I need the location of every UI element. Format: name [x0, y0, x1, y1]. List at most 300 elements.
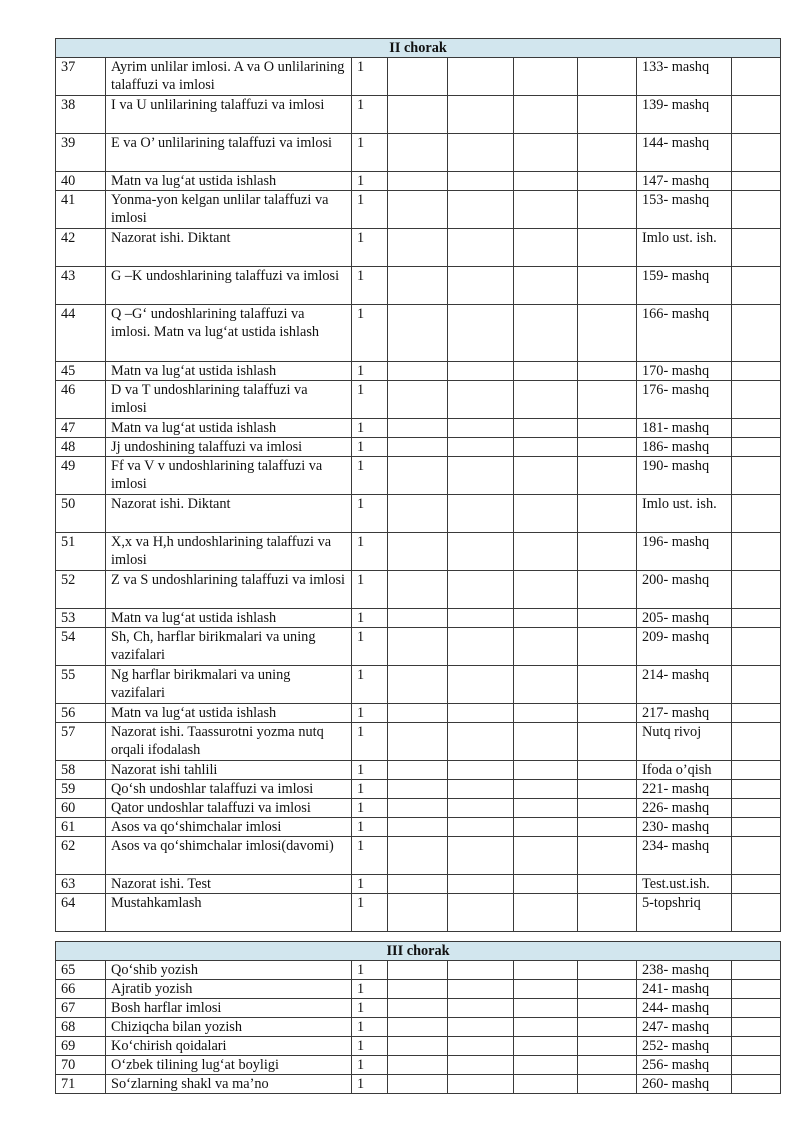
- empty-cell: [578, 723, 637, 761]
- hours-cell: 1: [352, 666, 388, 704]
- empty-cell: [578, 999, 637, 1018]
- empty-cell: [578, 305, 637, 362]
- homework-cell: Ifoda o’qish: [637, 761, 732, 780]
- table-row: [56, 457, 781, 495]
- table-row: [56, 723, 781, 761]
- homework-cell: 241- mashq: [637, 980, 732, 999]
- lesson-number-cell: 50: [56, 495, 106, 533]
- homework-cell: Imlo ust. ish.: [637, 229, 732, 267]
- empty-cell: [514, 1018, 578, 1037]
- empty-cell: [578, 628, 637, 666]
- hours-cell: 1: [352, 305, 388, 362]
- lesson-number-cell: 59: [56, 780, 106, 799]
- date-cell: [388, 980, 448, 999]
- section-gap-cell: [56, 932, 781, 942]
- empty-cell: [732, 134, 781, 172]
- lesson-number-cell: 37: [56, 58, 106, 96]
- date-cell: [388, 571, 448, 609]
- hours-cell: 1: [352, 894, 388, 932]
- empty-cell: [732, 761, 781, 780]
- lesson-number-cell: 38: [56, 96, 106, 134]
- empty-cell: [732, 780, 781, 799]
- empty-cell: [514, 980, 578, 999]
- lesson-number-cell: 67: [56, 999, 106, 1018]
- lesson-number-cell: 51: [56, 533, 106, 571]
- homework-cell: 159- mashq: [637, 267, 732, 305]
- empty-cell: [732, 229, 781, 267]
- date-cell: [388, 875, 448, 894]
- hours-cell: 1: [352, 780, 388, 799]
- topic-cell: Z va S undoshlarining talaffuzi va imlosi: [106, 571, 352, 609]
- homework-cell: 234- mashq: [637, 837, 732, 875]
- empty-cell: [732, 837, 781, 875]
- empty-cell: [514, 267, 578, 305]
- date-cell: [448, 134, 514, 172]
- empty-cell: [578, 799, 637, 818]
- empty-cell: [514, 58, 578, 96]
- empty-cell: [732, 58, 781, 96]
- homework-cell: 260- mashq: [637, 1075, 732, 1094]
- table-row: [56, 267, 781, 305]
- date-cell: [388, 894, 448, 932]
- date-cell: [388, 134, 448, 172]
- empty-cell: [732, 704, 781, 723]
- empty-cell: [578, 980, 637, 999]
- date-cell: [448, 58, 514, 96]
- date-cell: [388, 58, 448, 96]
- empty-cell: [514, 381, 578, 419]
- empty-cell: [514, 1056, 578, 1075]
- lesson-number-cell: 62: [56, 837, 106, 875]
- lesson-number-cell: 49: [56, 457, 106, 495]
- empty-cell: [732, 723, 781, 761]
- date-cell: [388, 229, 448, 267]
- hours-cell: 1: [352, 799, 388, 818]
- section-header-row: [56, 39, 781, 58]
- topic-cell: Qo‘sh undoshlar talaffuzi va imlosi: [106, 780, 352, 799]
- empty-cell: [514, 457, 578, 495]
- topic-cell: X,x va H,h undoshlarining talaffuzi va imlosi: [106, 533, 352, 571]
- empty-cell: [732, 875, 781, 894]
- empty-cell: [732, 96, 781, 134]
- empty-cell: [732, 1018, 781, 1037]
- date-cell: [388, 172, 448, 191]
- table-row: [56, 381, 781, 419]
- table-body: [56, 39, 781, 1094]
- lesson-number-cell: 40: [56, 172, 106, 191]
- hours-cell: 1: [352, 134, 388, 172]
- empty-cell: [514, 999, 578, 1018]
- date-cell: [448, 533, 514, 571]
- hours-cell: 1: [352, 229, 388, 267]
- empty-cell: [732, 609, 781, 628]
- date-cell: [448, 438, 514, 457]
- homework-cell: 214- mashq: [637, 666, 732, 704]
- hours-cell: 1: [352, 1075, 388, 1094]
- empty-cell: [514, 96, 578, 134]
- table-row: [56, 999, 781, 1018]
- date-cell: [448, 1037, 514, 1056]
- empty-cell: [732, 666, 781, 704]
- empty-cell: [514, 628, 578, 666]
- empty-cell: [578, 1056, 637, 1075]
- empty-cell: [732, 818, 781, 837]
- empty-cell: [514, 837, 578, 875]
- empty-cell: [732, 495, 781, 533]
- empty-cell: [732, 571, 781, 609]
- date-cell: [388, 666, 448, 704]
- empty-cell: [514, 191, 578, 229]
- topic-cell: Ng harflar birikmalari va uning vazifalari: [106, 666, 352, 704]
- date-cell: [388, 438, 448, 457]
- date-cell: [388, 495, 448, 533]
- empty-cell: [514, 704, 578, 723]
- empty-cell: [578, 1075, 637, 1094]
- empty-cell: [578, 961, 637, 980]
- topic-cell: G –K undoshlarining talaffuzi va imlosi: [106, 267, 352, 305]
- homework-cell: 217- mashq: [637, 704, 732, 723]
- empty-cell: [514, 818, 578, 837]
- topic-cell: Yonma-yon kelgan unlilar talaffuzi va imlosi: [106, 191, 352, 229]
- hours-cell: 1: [352, 419, 388, 438]
- empty-cell: [514, 533, 578, 571]
- date-cell: [388, 818, 448, 837]
- homework-cell: 147- mashq: [637, 172, 732, 191]
- empty-cell: [514, 761, 578, 780]
- date-cell: [388, 704, 448, 723]
- homework-cell: 252- mashq: [637, 1037, 732, 1056]
- table-row: [56, 305, 781, 362]
- date-cell: [448, 381, 514, 419]
- empty-cell: [732, 419, 781, 438]
- date-cell: [448, 1075, 514, 1094]
- empty-cell: [732, 381, 781, 419]
- empty-cell: [578, 1037, 637, 1056]
- table-row: [56, 980, 781, 999]
- empty-cell: [732, 980, 781, 999]
- date-cell: [388, 799, 448, 818]
- topic-cell: Q –G‘ undoshlarining talaffuzi va imlosi. Matn va lug‘at ustida ishlash: [106, 305, 352, 362]
- date-cell: [448, 1056, 514, 1075]
- topic-cell: Nazorat ishi. Diktant: [106, 495, 352, 533]
- empty-cell: [514, 780, 578, 799]
- topic-cell: Nazorat ishi. Diktant: [106, 229, 352, 267]
- hours-cell: 1: [352, 1056, 388, 1075]
- table-row: [56, 875, 781, 894]
- table-row: [56, 961, 781, 980]
- lesson-number-cell: 47: [56, 419, 106, 438]
- homework-cell: 190- mashq: [637, 457, 732, 495]
- empty-cell: [578, 438, 637, 457]
- empty-cell: [578, 172, 637, 191]
- date-cell: [388, 1056, 448, 1075]
- date-cell: [388, 457, 448, 495]
- homework-cell: 186- mashq: [637, 438, 732, 457]
- date-cell: [388, 1037, 448, 1056]
- hours-cell: 1: [352, 961, 388, 980]
- empty-cell: [578, 58, 637, 96]
- section-header-row: [56, 942, 781, 961]
- hours-cell: 1: [352, 837, 388, 875]
- hours-cell: 1: [352, 533, 388, 571]
- hours-cell: 1: [352, 172, 388, 191]
- date-cell: [448, 305, 514, 362]
- date-cell: [448, 761, 514, 780]
- empty-cell: [578, 704, 637, 723]
- date-cell: [388, 1075, 448, 1094]
- empty-cell: [732, 305, 781, 362]
- empty-cell: [732, 799, 781, 818]
- hours-cell: 1: [352, 1018, 388, 1037]
- topic-cell: Jj undoshining talaffuzi va imlosi: [106, 438, 352, 457]
- table-row: [56, 419, 781, 438]
- empty-cell: [578, 267, 637, 305]
- table-row: [56, 837, 781, 875]
- homework-cell: 256- mashq: [637, 1056, 732, 1075]
- empty-cell: [732, 362, 781, 381]
- section-title: III chorak: [56, 942, 781, 961]
- table-row: [56, 1018, 781, 1037]
- lesson-number-cell: 44: [56, 305, 106, 362]
- topic-cell: Asos va qo‘shimchalar imlosi(davomi): [106, 837, 352, 875]
- lesson-number-cell: 54: [56, 628, 106, 666]
- date-cell: [448, 191, 514, 229]
- date-cell: [448, 571, 514, 609]
- empty-cell: [578, 419, 637, 438]
- empty-cell: [514, 894, 578, 932]
- empty-cell: [578, 818, 637, 837]
- homework-cell: Test.ust.ish.: [637, 875, 732, 894]
- date-cell: [388, 96, 448, 134]
- topic-cell: Nazorat ishi. Taassurotni yozma nutq orqali ifodalash: [106, 723, 352, 761]
- table-row: [56, 362, 781, 381]
- date-cell: [388, 362, 448, 381]
- table-row: [56, 191, 781, 229]
- table-row: [56, 96, 781, 134]
- homework-cell: 170- mashq: [637, 362, 732, 381]
- topic-cell: Qo‘shib yozish: [106, 961, 352, 980]
- topic-cell: Nazorat ishi tahlili: [106, 761, 352, 780]
- date-cell: [388, 419, 448, 438]
- empty-cell: [578, 381, 637, 419]
- lesson-number-cell: 68: [56, 1018, 106, 1037]
- lesson-plan-table: [55, 38, 781, 1094]
- empty-cell: [732, 961, 781, 980]
- date-cell: [448, 837, 514, 875]
- table-row: [56, 571, 781, 609]
- date-cell: [448, 799, 514, 818]
- date-cell: [448, 495, 514, 533]
- empty-cell: [514, 799, 578, 818]
- empty-cell: [732, 172, 781, 191]
- date-cell: [388, 533, 448, 571]
- empty-cell: [514, 438, 578, 457]
- lesson-number-cell: 66: [56, 980, 106, 999]
- date-cell: [388, 837, 448, 875]
- lesson-number-cell: 65: [56, 961, 106, 980]
- empty-cell: [514, 134, 578, 172]
- date-cell: [448, 980, 514, 999]
- empty-cell: [578, 457, 637, 495]
- homework-cell: 139- mashq: [637, 96, 732, 134]
- lesson-number-cell: 46: [56, 381, 106, 419]
- empty-cell: [514, 305, 578, 362]
- empty-cell: [514, 172, 578, 191]
- table-row: [56, 1075, 781, 1094]
- empty-cell: [578, 533, 637, 571]
- homework-cell: 153- mashq: [637, 191, 732, 229]
- date-cell: [448, 780, 514, 799]
- table-row: [56, 533, 781, 571]
- topic-cell: Chiziqcha bilan yozish: [106, 1018, 352, 1037]
- homework-cell: 209- mashq: [637, 628, 732, 666]
- table-row: [56, 495, 781, 533]
- topic-cell: Matn va lug‘at ustida ishlash: [106, 419, 352, 438]
- empty-cell: [732, 267, 781, 305]
- hours-cell: 1: [352, 438, 388, 457]
- hours-cell: 1: [352, 96, 388, 134]
- topic-cell: Nazorat ishi. Test: [106, 875, 352, 894]
- lesson-number-cell: 69: [56, 1037, 106, 1056]
- lesson-number-cell: 55: [56, 666, 106, 704]
- empty-cell: [514, 961, 578, 980]
- table-row: [56, 229, 781, 267]
- topic-cell: Sh, Ch, harflar birikmalari va uning vazifalari: [106, 628, 352, 666]
- date-cell: [448, 628, 514, 666]
- empty-cell: [578, 495, 637, 533]
- date-cell: [448, 419, 514, 438]
- date-cell: [448, 666, 514, 704]
- topic-cell: I va U unlilarining talaffuzi va imlosi: [106, 96, 352, 134]
- homework-cell: 133- mashq: [637, 58, 732, 96]
- topic-cell: Qator undoshlar talaffuzi va imlosi: [106, 799, 352, 818]
- hours-cell: 1: [352, 609, 388, 628]
- table-row: [56, 1037, 781, 1056]
- hours-cell: 1: [352, 999, 388, 1018]
- date-cell: [448, 96, 514, 134]
- topic-cell: O‘zbek tilining lug‘at boyligi: [106, 1056, 352, 1075]
- homework-cell: 226- mashq: [637, 799, 732, 818]
- hours-cell: 1: [352, 267, 388, 305]
- empty-cell: [732, 1056, 781, 1075]
- empty-cell: [578, 191, 637, 229]
- empty-cell: [732, 438, 781, 457]
- topic-cell: Ko‘chirish qoidalari: [106, 1037, 352, 1056]
- table-row: [56, 780, 781, 799]
- homework-cell: Nutq rivoj: [637, 723, 732, 761]
- date-cell: [448, 362, 514, 381]
- table-row: [56, 1056, 781, 1075]
- empty-cell: [578, 571, 637, 609]
- lesson-number-cell: 71: [56, 1075, 106, 1094]
- empty-cell: [732, 191, 781, 229]
- date-cell: [448, 1018, 514, 1037]
- date-cell: [388, 305, 448, 362]
- empty-cell: [514, 1075, 578, 1094]
- homework-cell: 238- mashq: [637, 961, 732, 980]
- lesson-number-cell: 63: [56, 875, 106, 894]
- lesson-number-cell: 56: [56, 704, 106, 723]
- homework-cell: 176- mashq: [637, 381, 732, 419]
- homework-cell: 181- mashq: [637, 419, 732, 438]
- date-cell: [448, 999, 514, 1018]
- lesson-number-cell: 39: [56, 134, 106, 172]
- empty-cell: [578, 362, 637, 381]
- lesson-number-cell: 43: [56, 267, 106, 305]
- lesson-number-cell: 52: [56, 571, 106, 609]
- date-cell: [448, 229, 514, 267]
- empty-cell: [578, 780, 637, 799]
- topic-cell: Mustahkamlash: [106, 894, 352, 932]
- empty-cell: [578, 229, 637, 267]
- lesson-number-cell: 57: [56, 723, 106, 761]
- date-cell: [448, 267, 514, 305]
- date-cell: [448, 875, 514, 894]
- date-cell: [448, 723, 514, 761]
- empty-cell: [514, 875, 578, 894]
- date-cell: [388, 961, 448, 980]
- lesson-number-cell: 42: [56, 229, 106, 267]
- empty-cell: [578, 609, 637, 628]
- hours-cell: 1: [352, 704, 388, 723]
- hours-cell: 1: [352, 457, 388, 495]
- topic-cell: Matn va lug‘at ustida ishlash: [106, 362, 352, 381]
- table-row: [56, 172, 781, 191]
- date-cell: [388, 761, 448, 780]
- lesson-number-cell: 60: [56, 799, 106, 818]
- empty-cell: [732, 628, 781, 666]
- section-gap: [56, 932, 781, 942]
- date-cell: [448, 818, 514, 837]
- lesson-number-cell: 61: [56, 818, 106, 837]
- date-cell: [448, 894, 514, 932]
- homework-cell: 200- mashq: [637, 571, 732, 609]
- date-cell: [448, 172, 514, 191]
- empty-cell: [514, 362, 578, 381]
- table-row: [56, 761, 781, 780]
- homework-cell: 196- mashq: [637, 533, 732, 571]
- homework-cell: Imlo ust. ish.: [637, 495, 732, 533]
- section-title: II chorak: [56, 39, 781, 58]
- homework-cell: 230- mashq: [637, 818, 732, 837]
- date-cell: [448, 609, 514, 628]
- empty-cell: [514, 229, 578, 267]
- lesson-number-cell: 58: [56, 761, 106, 780]
- homework-cell: 244- mashq: [637, 999, 732, 1018]
- lesson-number-cell: 64: [56, 894, 106, 932]
- date-cell: [388, 609, 448, 628]
- empty-cell: [514, 723, 578, 761]
- date-cell: [388, 381, 448, 419]
- date-cell: [388, 191, 448, 229]
- empty-cell: [578, 837, 637, 875]
- empty-cell: [732, 457, 781, 495]
- topic-cell: D va T undoshlarining talaffuzi va imlosi: [106, 381, 352, 419]
- empty-cell: [578, 666, 637, 704]
- hours-cell: 1: [352, 628, 388, 666]
- homework-cell: 166- mashq: [637, 305, 732, 362]
- hours-cell: 1: [352, 495, 388, 533]
- empty-cell: [578, 96, 637, 134]
- empty-cell: [578, 1018, 637, 1037]
- date-cell: [388, 723, 448, 761]
- date-cell: [448, 457, 514, 495]
- table-row: [56, 666, 781, 704]
- homework-cell: 247- mashq: [637, 1018, 732, 1037]
- table-row: [56, 134, 781, 172]
- table-row: [56, 704, 781, 723]
- empty-cell: [514, 1037, 578, 1056]
